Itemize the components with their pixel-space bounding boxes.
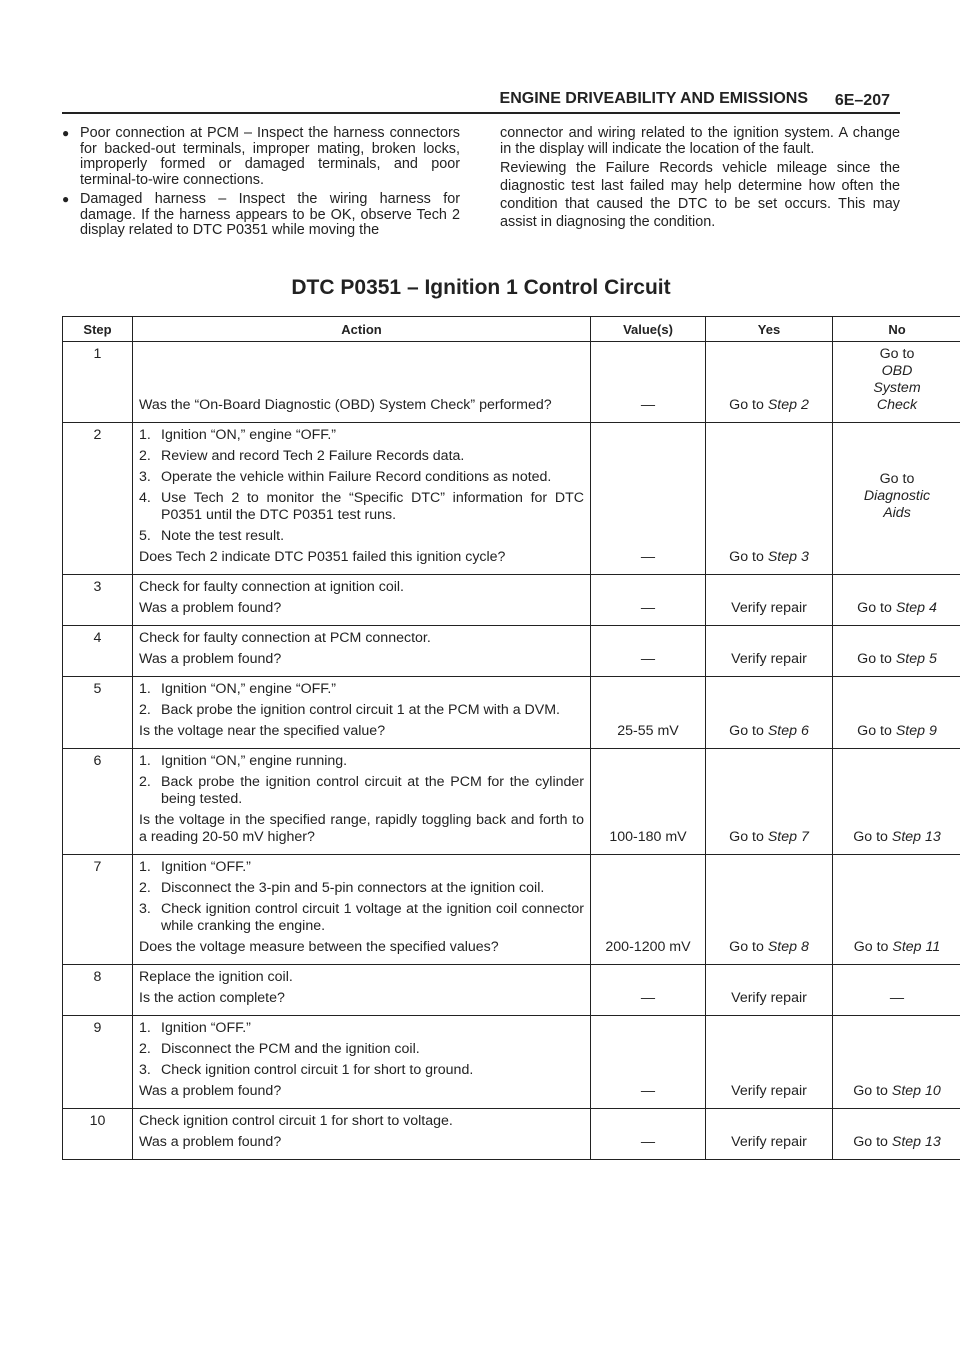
yes-cell [706, 1109, 833, 1160]
action-list-item [139, 427, 584, 444]
step-cell [63, 626, 133, 677]
value-cell [591, 575, 706, 626]
yes-prefix: Go to [729, 939, 768, 955]
action-list-item [139, 901, 584, 935]
no-prefix: Go to [853, 1134, 892, 1150]
bullet-item [62, 192, 460, 239]
yes-text: Verify repair [731, 990, 807, 1006]
action-question: Does the voltage measure between the specified values? [139, 939, 499, 955]
no-step-ref: Step 9 [895, 723, 937, 739]
value-text: 25-55 mV [617, 723, 679, 739]
action-cell [133, 1109, 591, 1160]
action-cell [133, 855, 591, 965]
no-step-ref: Step 11 [892, 939, 941, 955]
value-cell [591, 1109, 706, 1160]
intro-right-column [500, 126, 900, 231]
table-row [63, 626, 960, 677]
action-question: Is the voltage near the specified value? [139, 723, 386, 739]
section-title: ENGINE DRIVEABILITY AND EMISSIONS [499, 90, 808, 107]
value-text: — [640, 990, 656, 1006]
action-question: Is the voltage in the specified range, rapidly toggling back and forth to a reading 20-50 mV higher? [139, 812, 584, 845]
no-prefix: Go to [857, 723, 896, 739]
yes-prefix: Go to [729, 397, 768, 413]
value-text: — [640, 651, 656, 667]
list-number: 3. [139, 1062, 151, 1078]
list-number: 2. [139, 448, 151, 464]
action-text: Check for faulty connection at PCM connector. [139, 630, 431, 646]
yes-step-ref: Step 3 [767, 549, 809, 565]
yes-step-ref: Step 7 [767, 829, 809, 845]
yes-prefix: Go to [729, 549, 768, 565]
action-text: Replace the ignition coil. [139, 969, 293, 985]
table-row [63, 1016, 960, 1109]
table-row [63, 965, 960, 1016]
table-row [63, 855, 960, 965]
yes-step-ref: Step 2 [767, 397, 809, 413]
header-yes: Yes [706, 317, 833, 342]
yes-prefix: Go to [729, 723, 768, 739]
list-text: Back probe the ignition control circuit at the PCM for the cylinder being tested. [161, 774, 584, 807]
bullet-icon: ● [62, 192, 70, 206]
value-cell [591, 626, 706, 677]
step-cell [63, 1109, 133, 1160]
page-title: DTC P0351 – Ignition 1 Control Circuit [291, 276, 671, 299]
list-text: Note the test result. [161, 528, 285, 544]
page-number: 6E–207 [834, 92, 890, 109]
action-cell [133, 965, 591, 1016]
bullet-item [62, 126, 460, 188]
list-text: Disconnect the 3-pin and 5-pin connectors at the ignition coil. [161, 880, 545, 896]
action-text: Check ignition control circuit 1 for short to voltage. [139, 1113, 453, 1129]
yes-cell [706, 677, 833, 749]
value-cell [591, 677, 706, 749]
action-text: Was a problem found? [139, 1134, 282, 1150]
list-number: 2. [139, 1041, 151, 1057]
action-list-item [139, 702, 584, 719]
action-list-item [139, 681, 584, 698]
list-text: Disconnect the PCM and the ignition coil. [161, 1041, 420, 1057]
action-cell [133, 1016, 591, 1109]
no-cell [833, 423, 960, 575]
action-cell [133, 749, 591, 855]
no-cell [833, 342, 960, 423]
list-number: 1. [139, 681, 151, 697]
action-text: Was a problem found? [139, 600, 282, 616]
list-number: 4. [139, 490, 151, 506]
list-number: 5. [139, 528, 151, 544]
no-step-ref: Step 13 [891, 1134, 941, 1150]
yes-cell [706, 342, 833, 423]
yes-text: Verify repair [731, 651, 807, 667]
no-step-ref: Step 13 [891, 829, 941, 845]
step-number: 4 [93, 630, 102, 646]
header-step: Step [63, 317, 133, 342]
yes-step-ref: Step 8 [767, 939, 809, 955]
no-prefix: Go to [857, 600, 896, 616]
no-cell [833, 1016, 960, 1109]
review-paragraph: Reviewing the Failure Records vehicle mileage since the diagnostic test last failed may help determine how often the condition that caused the DTC to be set occurs. This may assist in diagnosing the condition. [500, 160, 900, 230]
list-number: 1. [139, 753, 151, 769]
step-number: 9 [93, 1020, 102, 1036]
yes-cell [706, 626, 833, 677]
no-cell [833, 677, 960, 749]
action-list-item [139, 1062, 584, 1079]
header-action: Action [133, 317, 591, 342]
bullet-icon: ● [62, 126, 70, 140]
yes-text: Verify repair [731, 1083, 807, 1099]
table-row [63, 575, 960, 626]
list-text: Ignition “OFF.” [161, 859, 251, 875]
table-row [63, 749, 960, 855]
value-cell [591, 1016, 706, 1109]
yes-cell [706, 749, 833, 855]
header-no: No [833, 317, 960, 342]
no-cell [833, 626, 960, 677]
action-cell [133, 342, 591, 423]
list-text: Review and record Tech 2 Failure Records data. [161, 448, 465, 464]
action-question: Does Tech 2 indicate DTC P0351 failed this ignition cycle? [139, 549, 506, 565]
step-number: 1 [93, 346, 102, 362]
action-list-item [139, 1020, 584, 1037]
step-cell [63, 423, 133, 575]
value-text: 100-180 mV [609, 829, 687, 845]
action-cell [133, 423, 591, 575]
value-text: 200-1200 mV [605, 939, 691, 955]
step-cell [63, 342, 133, 423]
yes-cell [706, 575, 833, 626]
no-step-ref: Step 5 [895, 651, 937, 667]
action-list-item [139, 528, 584, 545]
no-cell [833, 749, 960, 855]
value-cell [591, 342, 706, 423]
action-cell [133, 575, 591, 626]
list-number: 3. [139, 901, 151, 917]
value-text: — [640, 397, 656, 413]
table-row [63, 423, 960, 575]
step-cell [63, 677, 133, 749]
value-text: — [640, 1083, 656, 1099]
yes-text: Verify repair [731, 1134, 807, 1150]
list-text: Ignition “ON,” engine running. [161, 753, 348, 769]
action-list-item [139, 753, 584, 770]
action-text: Check for faulty connection at ignition coil. [139, 579, 404, 595]
no-section-ref: OBD System Check [873, 363, 921, 413]
yes-text: Verify repair [731, 600, 807, 616]
no-prefix: Go to [853, 939, 893, 955]
no-cell [833, 965, 960, 1016]
no-step-ref: Step 10 [891, 1083, 941, 1099]
step-number: 10 [89, 1113, 106, 1129]
step-number: 7 [93, 859, 102, 875]
list-text: Operate the vehicle within Failure Record conditions as noted. [161, 469, 552, 485]
action-list-item [139, 448, 584, 465]
no-prefix: Go to [879, 471, 915, 487]
table-header-row [63, 317, 960, 342]
continuation-text: connector and wiring related to the ignition system. A change in the display will indicate the location of the fault. [500, 125, 900, 157]
list-text: Use Tech 2 to monitor the “Specific DTC” information for DTC P0351 until the DTC P0351 test runs. [161, 490, 584, 523]
action-list-item [139, 1041, 584, 1058]
no-section-ref: Diagnostic Aids [863, 488, 931, 521]
yes-cell [706, 423, 833, 575]
step-number: 8 [93, 969, 102, 985]
action-cell [133, 626, 591, 677]
step-number: 6 [93, 753, 102, 769]
action-list-item [139, 774, 584, 808]
table-row [63, 1109, 960, 1160]
bullet-text: Poor connection at PCM – Inspect the harness connectors for backed-out terminals, improper mating, broken locks, improperly formed or damaged terminals, and poor terminal-to-wire connections. [80, 125, 460, 188]
step-cell [63, 965, 133, 1016]
action-list-item [139, 469, 584, 486]
list-number: 1. [139, 859, 151, 875]
action-question: Was a problem found? [139, 1083, 282, 1099]
step-cell [63, 749, 133, 855]
value-cell [591, 423, 706, 575]
no-cell [833, 855, 960, 965]
bullet-text: Damaged harness – Inspect the wiring harness for damage. If the harness appears to be OK, observe Tech 2 display related to DTC P0351 while moving the [80, 191, 460, 238]
no-prefix: Go to [853, 829, 892, 845]
no-cell [833, 575, 960, 626]
list-number: 1. [139, 1020, 151, 1036]
action-list-item [139, 880, 584, 897]
no-prefix: Go to [853, 1083, 892, 1099]
no-prefix: Go to [857, 651, 896, 667]
yes-cell [706, 855, 833, 965]
no-prefix: Go to [879, 346, 915, 362]
action-text: Was a problem found? [139, 651, 282, 667]
yes-step-ref: Step 6 [767, 723, 809, 739]
value-text: — [640, 549, 656, 565]
page-header [62, 88, 900, 114]
value-text: — [640, 1134, 656, 1150]
list-number: 2. [139, 774, 151, 790]
diagnostic-table [62, 316, 960, 1160]
no-cell [833, 1109, 960, 1160]
value-text: — [640, 600, 656, 616]
step-number: 2 [93, 427, 102, 443]
no-text: — [889, 990, 905, 1006]
value-cell [591, 749, 706, 855]
list-text: Ignition “OFF.” [161, 1020, 251, 1036]
step-cell [63, 1016, 133, 1109]
list-text: Back probe the ignition control circuit 1 at the PCM with a DVM. [161, 702, 561, 718]
list-number: 2. [139, 880, 151, 896]
step-number: 3 [93, 579, 102, 595]
yes-cell [706, 965, 833, 1016]
value-cell [591, 965, 706, 1016]
list-number: 3. [139, 469, 151, 485]
list-number: 2. [139, 702, 151, 718]
value-cell [591, 855, 706, 965]
step-cell [63, 575, 133, 626]
table-row [63, 677, 960, 749]
header-values: Value(s) [591, 317, 706, 342]
action-list-item [139, 859, 584, 876]
action-list-item [139, 490, 584, 524]
yes-prefix: Go to [729, 829, 768, 845]
action-text: Is the action complete? [139, 990, 285, 1006]
list-text: Check ignition control circuit 1 for short to ground. [161, 1062, 474, 1078]
table-row [63, 342, 960, 423]
no-step-ref: Step 4 [895, 600, 937, 616]
step-number: 5 [93, 681, 102, 697]
list-text: Check ignition control circuit 1 voltage at the ignition coil connector while cranking the engine. [161, 901, 584, 934]
list-number: 1. [139, 427, 151, 443]
list-text: Ignition “ON,” engine “OFF.” [161, 427, 337, 443]
action-text: Was the “On-Board Diagnostic (OBD) System Check” performed? [139, 397, 552, 413]
list-text: Ignition “ON,” engine “OFF.” [161, 681, 337, 697]
intro-left-column [62, 126, 460, 243]
action-cell [133, 677, 591, 749]
step-cell [63, 855, 133, 965]
yes-cell [706, 1016, 833, 1109]
